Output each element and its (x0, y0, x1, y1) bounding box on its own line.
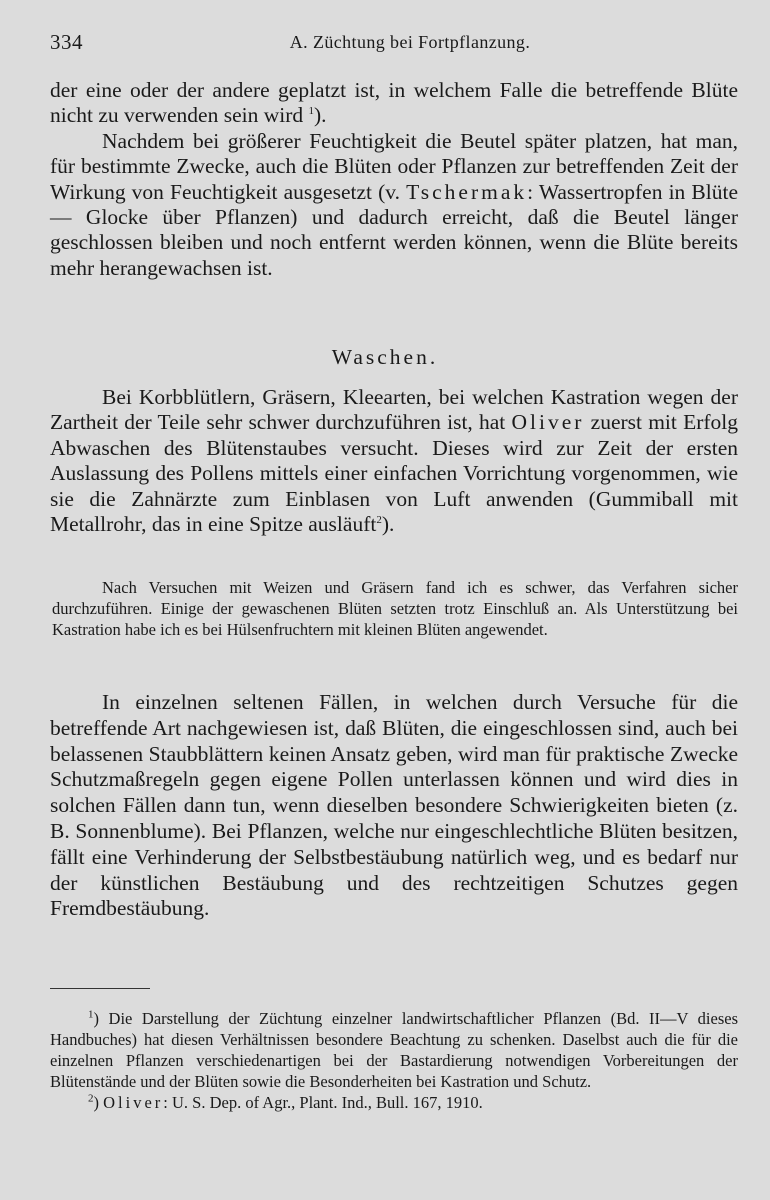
footnote-ref-2: 2 (376, 513, 382, 526)
section-title: Waschen. (331, 345, 439, 369)
paragraph-1 (50, 78, 738, 129)
author-name-oliver: Oliver (511, 410, 585, 435)
paragraph-3-end: zuerst mit Erfolg Abwaschen des Blütenstaubes versucht. Dieses wird zur Zeit der ersten Auslassung des Pollens mittels einer einfachen Vorrichtung vorgenommen, wie sie die Zahnärzte zum Einblasen von Luft anwenden (Gummiball mit Metallrohr, das in eine Spitze ausläuft (50, 410, 739, 537)
paragraph-3-start: Bei Korbblütlern, Gräsern, Kleearten, bei welchen Kastration wegen der Zartheit der Teile sehr schwer durchzuführen ist, hat (50, 385, 738, 435)
author-name-tschermak: Tschermak (406, 179, 528, 204)
running-head: A. Züchtung bei Fortpflanzung. (289, 32, 531, 52)
page-header (50, 30, 740, 60)
paragraph-2-end: : Wassertropfen in Blüte — Glocke über Pflanzen) und dadurch erreicht, daß die Beutel länger geschlossen bleiben und noch entfernt werden können, wenn die Blüte bereits mehr herangewachsen ist. (50, 179, 738, 280)
footnote-2-open: ) (93, 1093, 104, 1112)
section-body (50, 385, 738, 537)
closing-section (50, 690, 738, 922)
footnotes (50, 1008, 738, 1113)
paragraph-3-close: ). (381, 512, 395, 537)
paragraph-3 (50, 385, 738, 537)
footnote-ref-1: 1 (308, 105, 315, 118)
paragraph-2 (50, 129, 738, 281)
paragraph-1-text: der eine oder der andere geplatzt ist, in welchem Falle die betreffende Blüte nicht zu verwenden sein wird (50, 78, 738, 128)
paragraph-continuation (50, 78, 738, 281)
paragraph-4: In einzelnen seltenen Fällen, in welchen durch Versuche für die betreffende Art nachgewiesen ist, daß Blüten, die eingeschlossen sind, auch bei belassenen Staubblättern keinen Ansatz geben, wird man für praktische Zwecke Schutzmaßregeln gegen eigene Pollen unterlassen können und wird dies in solchen Fällen dann tun, wenn dieselben besondere Schwierigkeiten bieten (z. B. Sonnenblume). Bei Pflanzen, welche nur eingeschlechtliche Blüten besitzen, fällt eine Verhinderung der Selbstbestäubung natürlich weg, und es bedarf nur der künstlichen Bestäubung und des rechtzeitigen Schutzes gegen Fremdbestäubung. (50, 690, 738, 921)
footnote-2-author: Oliver (103, 1093, 164, 1112)
footnote-rule (50, 988, 150, 989)
footnote-1-text: ) Die Darstellung der Züchtung einzelner landwirtschaftlicher Pflanzen (Bd. II—V dieses Handbuches) hat diesen Verhältnissen besondere Beachtung zu schenken. Daselbst auch die für die einzelnen Pflanzen verschiedenartigen bei der Bastardierung notwendigen Vorbereitungen der Blütenstände und der Blüten sowie die Besonderheiten bei Kastration und Schutz. (50, 1009, 738, 1091)
footnote-1 (50, 1008, 738, 1092)
paragraph-1-end: ). (314, 103, 327, 128)
footnote-2 (50, 1092, 738, 1113)
page-number: 334 (50, 30, 83, 54)
note-text: Nach Versuchen mit Weizen und Gräsern fand ich es schwer, das Verfahren sicher durchzuführen. Einige der gewaschenen Blüten setzten trotz Einschluß an. Als Unterstützung bei Kastration habe ich es bei Hülsenfruchtern mit kleinen Blüten angewendet. (52, 578, 738, 639)
footnote-1-mark: 1 (88, 1008, 94, 1021)
paragraph-2-start: Nachdem bei größerer Feuchtigkeit die Beutel später platzen, hat man, für bestimmte Zwecke, auch die Blüten oder Pflanzen zur betreffenden Zeit der Wirkung von Feuchtigkeit ausgesetzt (v. (50, 128, 738, 204)
footnote-2-mark: 2 (88, 1092, 94, 1105)
footnote-2-text: : U. S. Dep. of Agr., Plant. Ind., Bull. 167, 1910. (163, 1093, 483, 1112)
small-print-note (50, 577, 738, 640)
